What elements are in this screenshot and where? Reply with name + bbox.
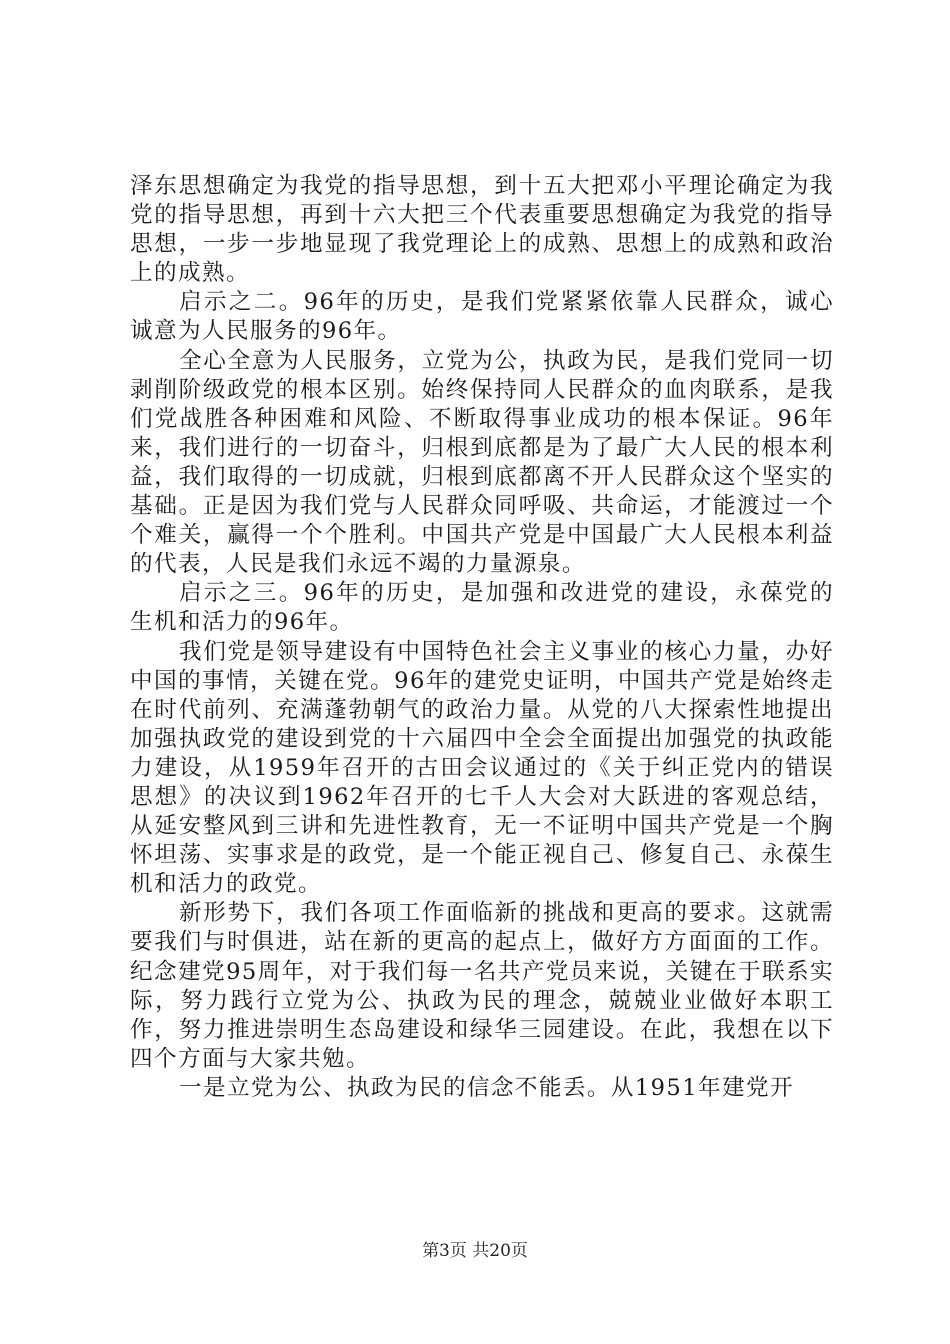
paragraph: 新形势下，我们各项工作面临新的挑战和更高的要求。这就需要我们与时俱进，站在新的更高的起点上，做好方方面面的工作。纪念建党95周年，对于我们每一名共产党员来说，关键在于联系实际，努力践行立党为公、执政为民的理念，兢兢业业做好本职工作，努力推进崇明生态岛建设和绿华三园建设。在此，我想在以下四个方面与大家共勉。: [130, 900, 834, 1072]
paragraph: 启示之二。96年的历史，是我们党紧紧依靠人民群众，诚心诚意为人民服务的96年。: [130, 289, 834, 345]
document-body: [130, 172, 834, 1103]
paragraph: 我们党是领导建设有中国特色社会主义事业的核心力量，办好中国的事情，关键在党。96年的建党史证明，中国共产党是始终走在时代前列、充满蓬勃朝气的政治力量。从党的八大探索性地提出加强执政党的建设到党的十六届四中全会全面提出加强党的执政能力建设，从1959年召开的古田会议通过的《关于纠正党内的错误思想》的决议到1962年召开的七千人大会对大跃进的客观总结，从延安整风到三讲和先进性教育，无一不证明中国共产党是一个胸怀坦荡、实事求是的政党，是一个能正视自己、修复自己、永葆生机和活力的政党。: [130, 638, 834, 898]
paragraph: 启示之三。96年的历史，是加强和改进党的建设，永葆党的生机和活力的96年。: [130, 580, 834, 636]
paragraph: 全心全意为人民服务，立党为公，执政为民，是我们党同一切剥削阶级政党的根本区别。始终保持同人民群众的血肉联系，是我们党战胜各种困难和风险、不断取得事业成功的根本保证。96年来，我们进行的一切奋斗，归根到底都是为了最广大人民的根本利益，我们取得的一切成就，归根到底都离不开人民群众这个坚实的基础。正是因为我们党与人民群众同呼吸、共命运，才能渡过一个个难关，赢得一个个胜利。中国共产党是中国最广大人民根本利益的代表，人民是我们永远不竭的力量源泉。: [130, 347, 834, 578]
paragraph: 一是立党为公、执政为民的信念不能丢。从1951年建党开: [179, 1074, 794, 1101]
page-number-footer: 第3页 共20页: [422, 1241, 528, 1261]
paragraph: 泽东思想确定为我党的指导思想，到十五大把邓小平理论确定为我党的指导思想，再到十六大把三个代表重要思想确定为我党的指导思想，一步一步地显现了我党理论上的成熟、思想上的成熟和政治上的成熟。: [130, 173, 834, 287]
